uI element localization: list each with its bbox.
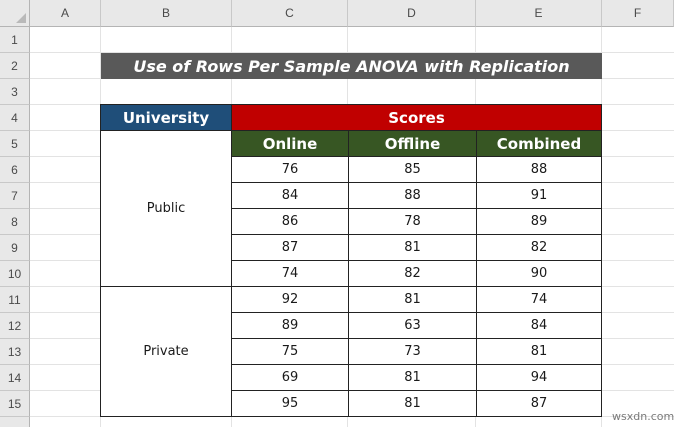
watermark: wsxdn.com — [612, 410, 674, 423]
cell-offline[interactable]: 78 — [348, 208, 477, 235]
cell-online[interactable]: 92 — [231, 286, 349, 313]
cell-offline[interactable]: 88 — [348, 182, 477, 209]
header-combined[interactable]: Combined — [476, 130, 602, 157]
row-header-14[interactable]: 14 — [0, 365, 30, 391]
cell-combined[interactable]: 94 — [476, 364, 602, 391]
row-header-8[interactable]: 8 — [0, 209, 30, 235]
cell-online[interactable]: 95 — [231, 390, 349, 417]
cell-online[interactable]: 76 — [231, 156, 349, 183]
cell-combined[interactable]: 82 — [476, 234, 602, 261]
header-online[interactable]: Online — [231, 130, 349, 157]
row-header-10[interactable]: 10 — [0, 261, 30, 287]
cell-online[interactable]: 75 — [231, 338, 349, 365]
column-header-b[interactable]: B — [101, 0, 232, 27]
header-university[interactable]: University — [100, 104, 232, 131]
column-header-d[interactable]: D — [348, 0, 476, 27]
row-header-13[interactable]: 13 — [0, 339, 30, 365]
select-all-triangle-icon — [16, 13, 26, 23]
group-public[interactable]: Public — [100, 130, 232, 287]
cell-combined[interactable]: 81 — [476, 338, 602, 365]
cell-offline[interactable]: 81 — [348, 390, 477, 417]
row-header-9[interactable]: 9 — [0, 235, 30, 261]
cell-combined[interactable]: 87 — [476, 390, 602, 417]
row-header-16[interactable] — [0, 417, 30, 427]
cell-offline[interactable]: 63 — [348, 312, 477, 339]
cell-offline[interactable]: 81 — [348, 364, 477, 391]
row-header-5[interactable]: 5 — [0, 131, 30, 157]
row-header-3[interactable]: 3 — [0, 79, 30, 105]
cell-combined[interactable]: 89 — [476, 208, 602, 235]
column-header-e[interactable]: E — [476, 0, 602, 27]
cell-online[interactable]: 84 — [231, 182, 349, 209]
row-header-1[interactable]: 1 — [0, 27, 30, 53]
cell-combined[interactable]: 91 — [476, 182, 602, 209]
cell-combined[interactable]: 90 — [476, 260, 602, 287]
title-banner[interactable]: Use of Rows Per Sample ANOVA with Replication — [101, 53, 602, 79]
cell-online[interactable]: 87 — [231, 234, 349, 261]
cell-offline[interactable]: 85 — [348, 156, 477, 183]
row-header-12[interactable]: 12 — [0, 313, 30, 339]
column-header-a[interactable]: A — [30, 0, 101, 27]
cell-offline[interactable]: 73 — [348, 338, 477, 365]
row-header-6[interactable]: 6 — [0, 157, 30, 183]
cell-online[interactable]: 89 — [231, 312, 349, 339]
row-header-4[interactable]: 4 — [0, 105, 30, 131]
row-header-2[interactable]: 2 — [0, 53, 30, 79]
column-header-f[interactable]: F — [602, 0, 674, 27]
group-private[interactable]: Private — [100, 286, 232, 417]
column-header-c[interactable]: C — [232, 0, 348, 27]
cell-combined[interactable]: 84 — [476, 312, 602, 339]
cell-online[interactable]: 74 — [231, 260, 349, 287]
header-scores[interactable]: Scores — [231, 104, 602, 131]
row-header-7[interactable]: 7 — [0, 183, 30, 209]
row-header-15[interactable]: 15 — [0, 391, 30, 417]
header-offline[interactable]: Offline — [348, 130, 477, 157]
cell-offline[interactable]: 81 — [348, 286, 477, 313]
cell-combined[interactable]: 74 — [476, 286, 602, 313]
cell-online[interactable]: 86 — [231, 208, 349, 235]
row-header-11[interactable]: 11 — [0, 287, 30, 313]
cell-offline[interactable]: 82 — [348, 260, 477, 287]
select-all-corner[interactable] — [0, 0, 30, 27]
cell-combined[interactable]: 88 — [476, 156, 602, 183]
cell-offline[interactable]: 81 — [348, 234, 477, 261]
cell-online[interactable]: 69 — [231, 364, 349, 391]
